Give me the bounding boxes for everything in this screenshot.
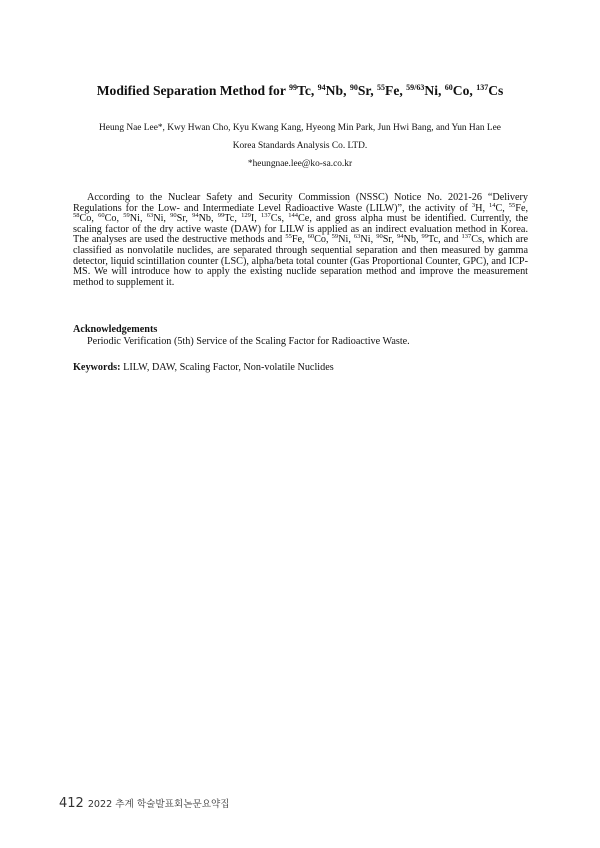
keywords-line xyxy=(73,362,334,374)
nuclide-mass-number: 59 xyxy=(331,233,339,241)
abstract-text-3: , which are classified as nonvolatile nuclides, are separated through sequential separation and then measured by gamma detector, liquid scintillation counter (LSC), alpha/beta total counter (Gas Proportional Counter, GPC), and ICP-MS. We will introduce how to apply the existing nuclide separation method and improve the measurement method to supplement it. xyxy=(73,234,529,288)
nuclide-mass-number: 94 xyxy=(192,212,199,220)
nuclide-mass-number: 94 xyxy=(396,233,404,241)
paper-title xyxy=(0,82,600,100)
nuclide-mass-number: 144 xyxy=(288,212,298,220)
nuclide-symbol: Cs xyxy=(471,234,482,246)
nuclide-separator: , xyxy=(502,202,509,214)
nuclide-separator: , xyxy=(254,213,261,225)
nuclide-mass-number: 137 xyxy=(476,83,489,92)
nuclide-symbol: Tc xyxy=(224,213,235,225)
nuclide-symbol: Co xyxy=(314,234,327,246)
acknowledgements-heading: Acknowledgements xyxy=(73,324,158,335)
nuclide-mass-number: 90 xyxy=(170,212,177,220)
nuclide-symbol: Cs xyxy=(488,83,504,98)
nuclide-symbol: Co xyxy=(104,213,117,225)
nuclide-separator: , xyxy=(185,213,193,225)
nuclide-symbol: Cs xyxy=(270,213,282,225)
nuclide-mass-number: 63 xyxy=(146,212,154,220)
nuclide-symbol: Tc xyxy=(428,234,439,246)
nuclide-symbol: Fe xyxy=(291,234,303,246)
title-nuclides xyxy=(289,83,503,98)
abstract-text-2: , and gross alpha must be identified. Currently, the scaling factor of the dry active waste (DAW) for LILW is applied as an indirect evaluation method in Korea. The analyses are used the destructive methods and xyxy=(73,213,529,246)
nuclide-separator: , xyxy=(116,213,124,225)
nuclide-symbol: Sr xyxy=(176,213,186,225)
corresponding-email: *heungnae.lee@ko-sa.co.kr xyxy=(247,159,353,169)
nuclide-symbol: Nb xyxy=(198,213,212,225)
page-footer xyxy=(59,792,230,811)
nuclide-symbol: Fe xyxy=(515,202,526,214)
nuclide-symbol: Sr xyxy=(382,234,392,246)
abstract-text-1: According to the Nuclear Safety and Security Commission (NSSC) Notice No. 2021-26 “Delivery Regulations for the Low- and Intermediate Level Radioactive Waste (LILW)”, the activity of xyxy=(73,192,528,214)
nuclide-mass-number: 14 xyxy=(488,201,496,209)
page-number: 412 xyxy=(59,796,84,811)
nuclide-separator: , xyxy=(302,234,308,246)
nuclide-symbol: I xyxy=(250,213,255,225)
nuclide-mass-number: 55 xyxy=(508,201,516,209)
abstract-paragraph xyxy=(73,193,528,288)
nuclide-symbol: Ni xyxy=(338,234,349,246)
nuclide-symbol: Fe xyxy=(385,83,400,98)
keywords-text: LILW, DAW, Scaling Factor, Non-volatile Nuclides xyxy=(120,362,334,373)
nuclide-separator: , xyxy=(391,234,397,246)
nuclide-separator: , and xyxy=(438,234,462,246)
nuclide-separator: , xyxy=(234,213,242,225)
title-prefix: Modified Separation Method for xyxy=(96,83,290,98)
nuclide-mass-number: 59 xyxy=(123,212,130,220)
nuclide-symbol: Ce xyxy=(297,213,310,225)
nuclide-separator: , xyxy=(482,202,489,214)
nuclide-symbol: H xyxy=(475,202,483,214)
abstract-nuclides-2 xyxy=(285,234,482,245)
nuclide-separator: , xyxy=(370,234,377,246)
nuclide-mass-number: 99 xyxy=(289,83,298,92)
nuclide-mass-number: 60 xyxy=(307,233,315,241)
affiliation: Korea Standards Analysis Co. LTD. xyxy=(232,141,368,151)
nuclide-separator: , xyxy=(163,213,171,225)
nuclide-mass-number: 99 xyxy=(217,212,225,220)
nuclide-mass-number: 90 xyxy=(349,83,358,92)
nuclide-mass-number: 137 xyxy=(461,233,472,241)
nuclide-mass-number: 99 xyxy=(421,233,429,241)
nuclide-mass-number: 3 xyxy=(471,201,476,209)
nuclide-mass-number: 60 xyxy=(98,212,105,220)
nuclide-separator: , xyxy=(139,213,147,225)
nuclide-separator: , xyxy=(343,83,350,98)
nuclide-symbol: Tc xyxy=(297,83,311,98)
acknowledgements-text: Periodic Verification (5th) Service of the Scaling Factor for Radioactive Waste. xyxy=(87,336,410,347)
nuclide-symbol: Sr xyxy=(357,83,371,98)
nuclide-symbol: Co xyxy=(452,83,470,98)
author-list: Heung Nae Lee*, Kwy Hwan Cho, Kyu Kwang Kang, Hyeong Min Park, Jun Hwi Bang, and Yun Han Lee xyxy=(99,123,501,133)
nuclide-mass-number: 55 xyxy=(285,233,292,241)
nuclide-symbol: Nb xyxy=(403,234,416,246)
nuclide-mass-number: 94 xyxy=(317,83,326,92)
nuclide-mass-number: 63 xyxy=(353,233,361,241)
nuclide-separator: , xyxy=(415,234,422,246)
nuclide-mass-number: 55 xyxy=(377,83,386,92)
conference-proceedings-title: 2022 추계 학술발표회논문요약집 xyxy=(87,799,230,810)
nuclide-symbol: Ni xyxy=(129,213,140,225)
keywords-label: Keywords: xyxy=(73,362,121,373)
nuclide-mass-number: 129 xyxy=(241,212,251,220)
nuclide-symbol: Ni xyxy=(360,234,371,246)
nuclide-separator: , xyxy=(437,83,445,98)
nuclide-symbol: Ni xyxy=(424,83,438,98)
nuclide-mass-number: 90 xyxy=(376,233,383,241)
nuclide-separator: , xyxy=(399,83,407,98)
nuclide-symbol: C xyxy=(495,202,503,214)
nuclide-separator: , xyxy=(281,213,289,225)
nuclide-mass-number: 137 xyxy=(260,212,271,220)
nuclide-mass-number: 58 xyxy=(73,212,80,220)
nuclide-symbol: Co xyxy=(79,213,92,225)
nuclide-symbol: Nb xyxy=(325,83,344,98)
nuclide-separator: , xyxy=(370,83,378,98)
nuclide-separator: , xyxy=(525,202,529,214)
nuclide-separator: , xyxy=(211,213,218,225)
nuclide-separator: , xyxy=(91,213,99,225)
nuclide-mass-number: 60 xyxy=(444,83,453,92)
nuclide-separator: , xyxy=(310,83,318,98)
nuclide-separator: , xyxy=(348,234,354,246)
nuclide-mass-number: 59/63 xyxy=(406,83,425,92)
nuclide-separator: , xyxy=(469,83,477,98)
nuclide-symbol: Ni xyxy=(153,213,164,225)
nuclide-separator: , xyxy=(326,234,332,246)
